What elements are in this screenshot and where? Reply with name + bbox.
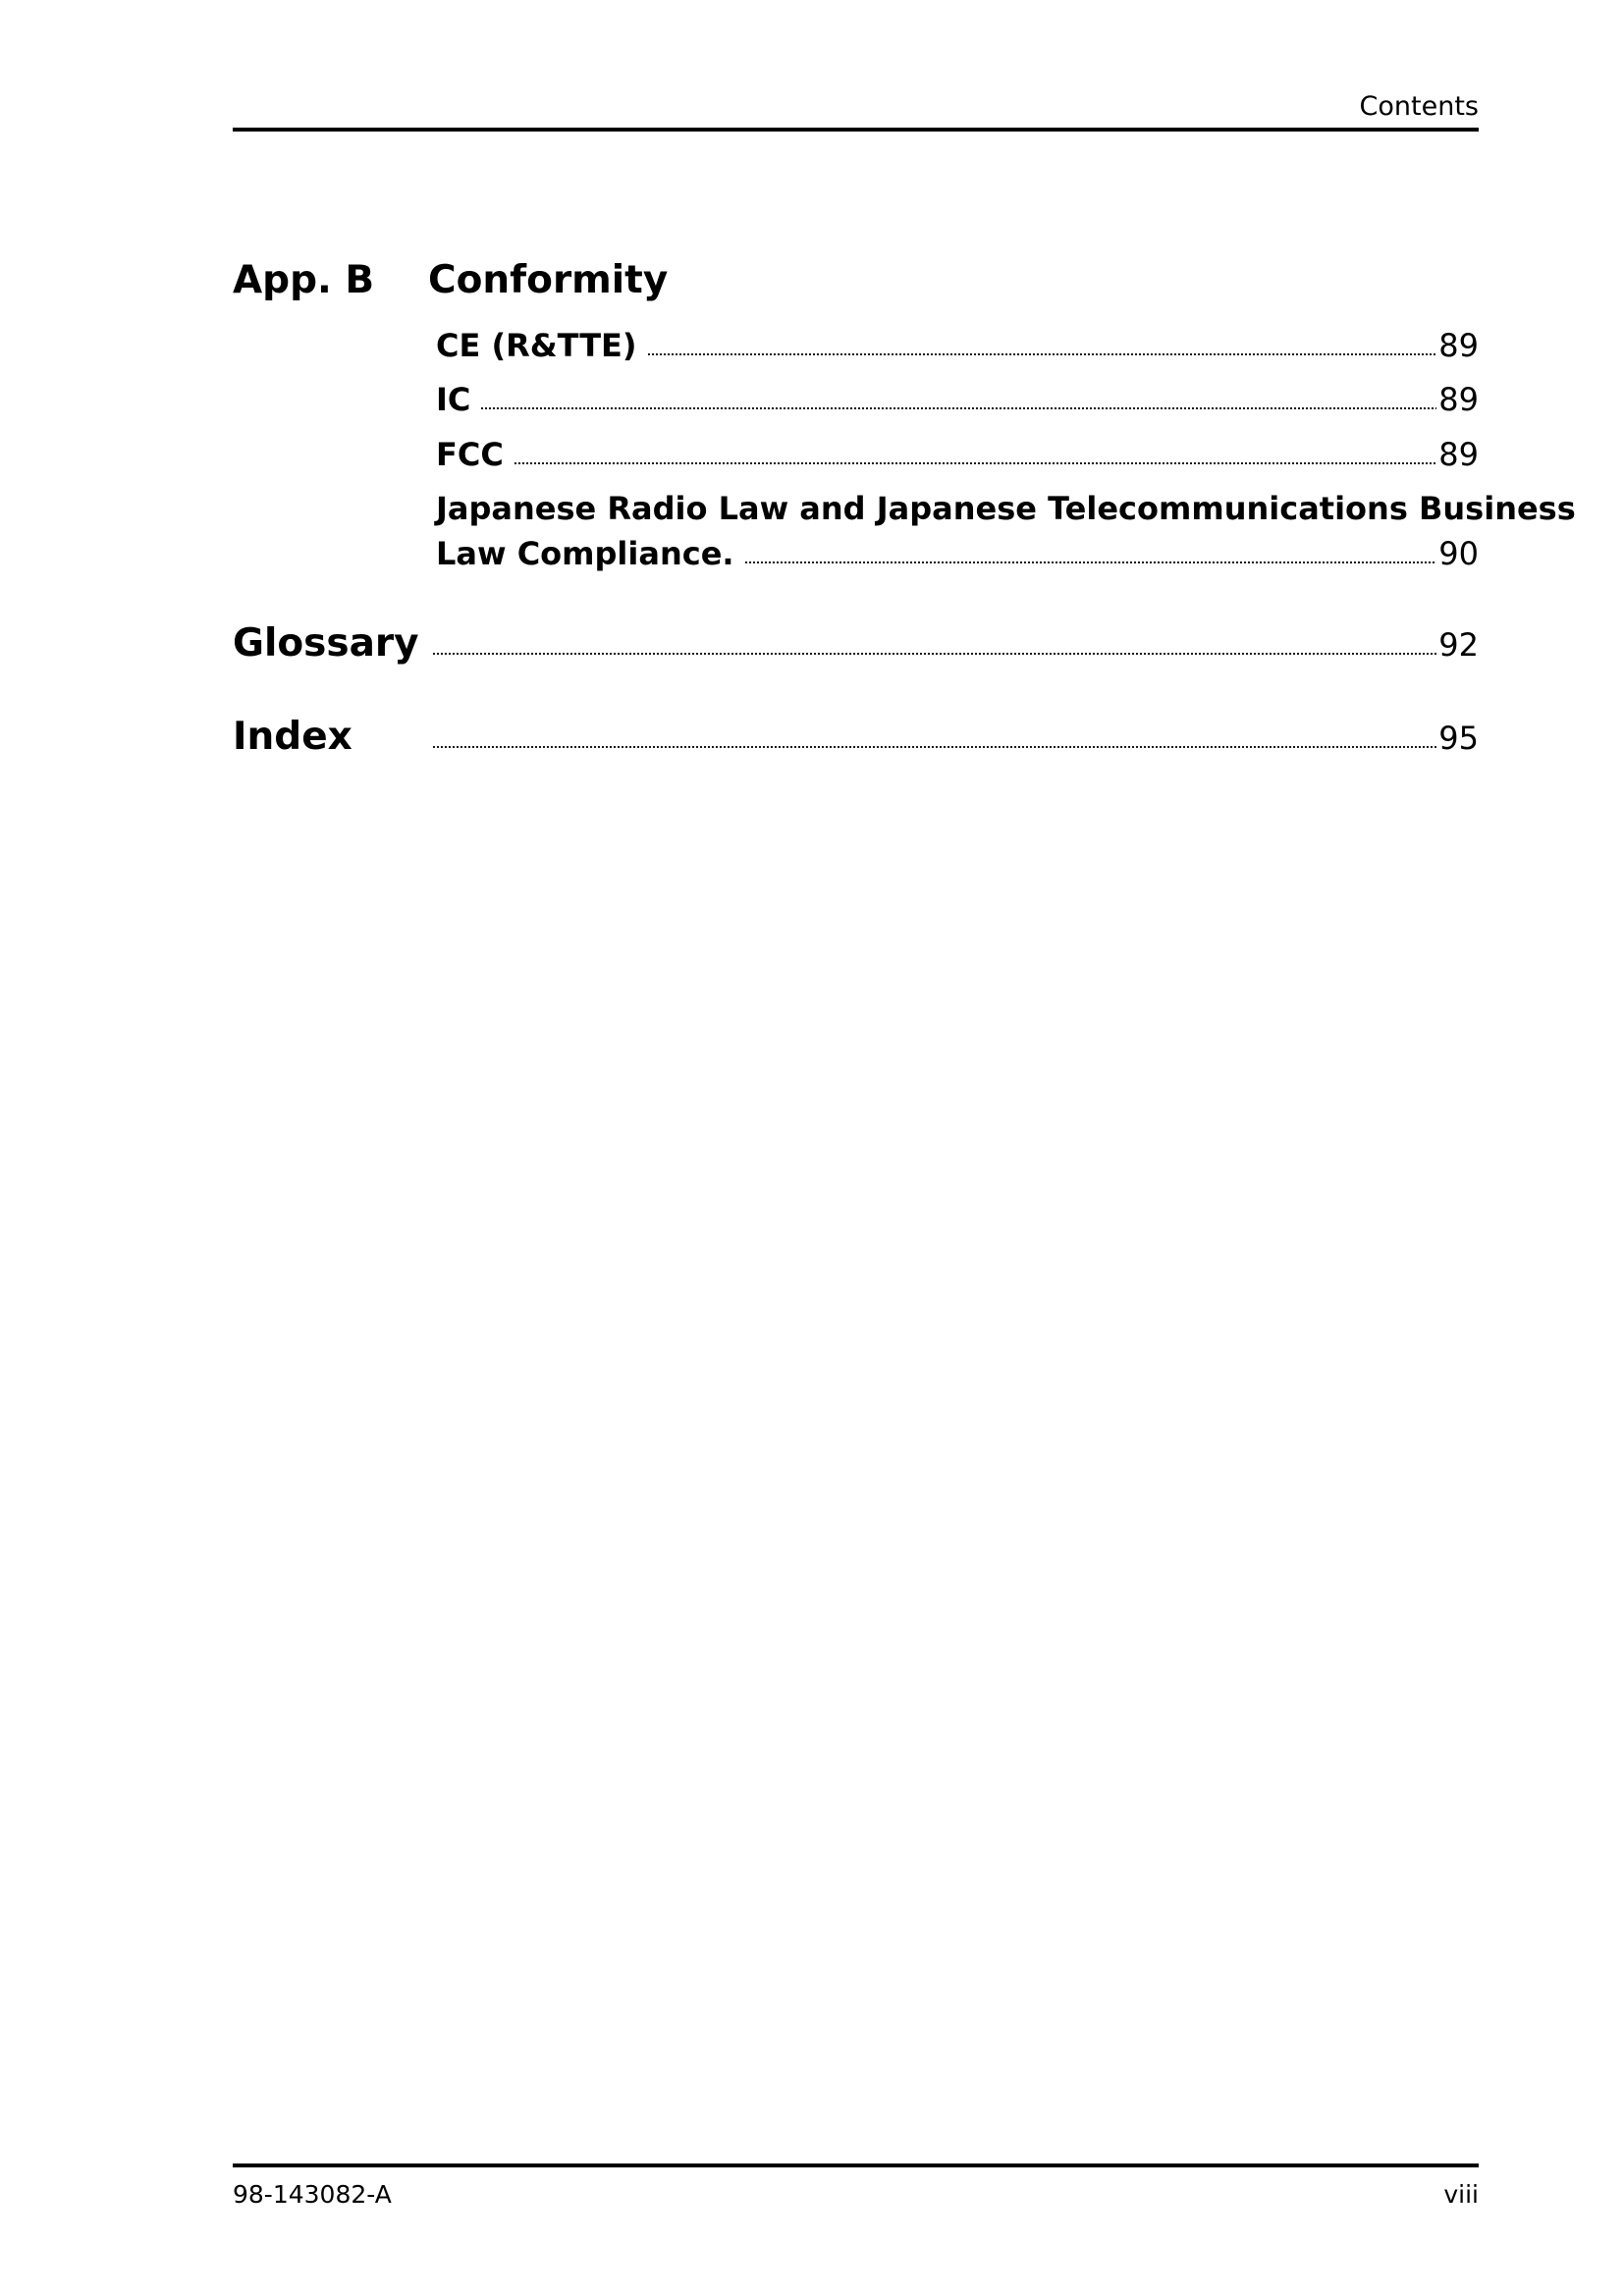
toc-entry-page: 90 — [1438, 535, 1479, 572]
running-header: Contents — [1359, 91, 1479, 122]
footer-rule — [233, 2163, 1479, 2167]
toc-entry-page: 95 — [1438, 720, 1479, 757]
page-number: viii — [1443, 2180, 1479, 2209]
toc-entry-title: IC — [436, 381, 471, 418]
toc-entry-index[interactable] — [432, 719, 1479, 758]
toc-entry-title: CE (R&TTE) — [436, 327, 637, 364]
toc-entry-ic[interactable] — [436, 380, 1479, 419]
toc-entry-page: 89 — [1438, 327, 1479, 364]
index-label[interactable]: Index — [233, 715, 352, 759]
document-number: 98-143082-A — [233, 2180, 392, 2209]
dot-leader — [744, 561, 1437, 564]
toc-entry-page: 89 — [1438, 381, 1479, 418]
glossary-label[interactable]: Glossary — [233, 621, 419, 666]
toc-entry-ce[interactable] — [436, 326, 1479, 365]
toc-entry-title: FCC — [436, 436, 504, 473]
dot-leader — [647, 352, 1437, 356]
dot-leader — [514, 461, 1436, 465]
toc-entry-title: Law Compliance. — [436, 535, 734, 572]
header-rule — [233, 128, 1479, 132]
appendix-label: App. B — [233, 258, 375, 302]
toc-entry-japanese-line1[interactable]: Japanese Radio Law and Japanese Telecommunications Business — [436, 490, 1576, 527]
dot-leader — [480, 406, 1436, 410]
toc-entry-japanese[interactable] — [436, 534, 1479, 573]
toc-entry-fcc[interactable] — [436, 435, 1479, 474]
toc-entry-page: 89 — [1438, 436, 1479, 473]
dot-leader — [432, 652, 1436, 656]
toc-entry-page: 92 — [1438, 626, 1479, 664]
dot-leader — [432, 745, 1436, 749]
toc-entry-glossary[interactable] — [432, 625, 1479, 665]
appendix-title: Conformity — [428, 258, 669, 302]
